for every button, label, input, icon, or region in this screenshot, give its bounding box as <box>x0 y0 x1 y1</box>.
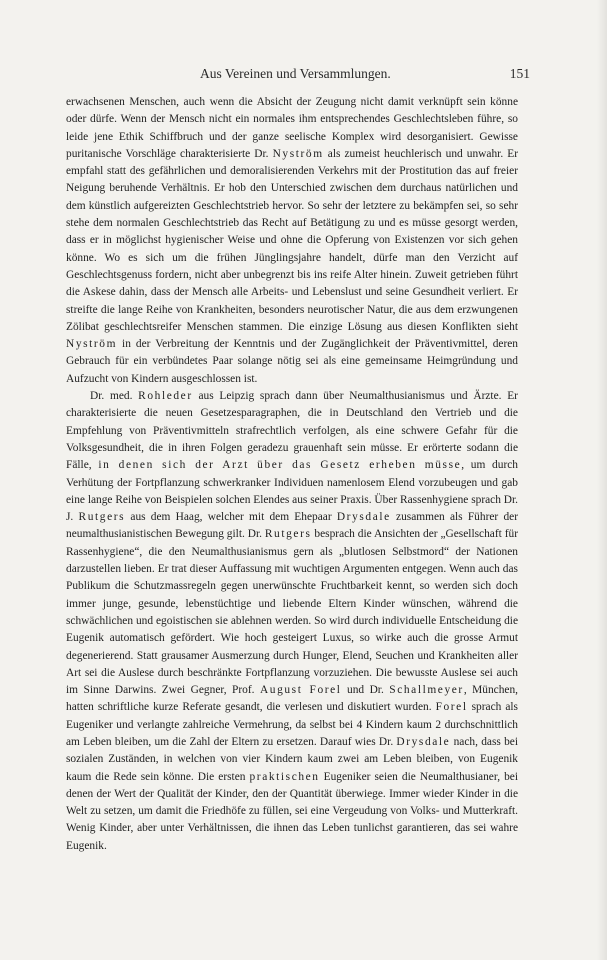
text-segment: sprach als Eugeniker und verlangte zahlreiche Vermehrung, da selbst bei 4 Kindern kaum 2 durchschnittlich am Leben bleiben, um die Zahl der Eltern zu ersetzen. Darauf wies Dr. <box>66 701 518 748</box>
text-segment: besprach die Ansichten der „Gesellschaft für Rassenhygiene“, die den Neumalthusianismus gern als „blutlosen Selbstmord“ der Nationen darzustellen lieben. Er trat dieser Auffassung mit wuchtigen Argumenten entgegen. Wenn auch das Publikum die Schutzmassregeln gegen unerwünschte Fruchtbarkeit kennt, so werden sich doch immer junge, gesunde, lebenstüchtige und liebende Eltern Kinder wünschen, während die schwächlichen und egoistischen sie ablehnen werden. So wird durch individuelle Entscheidung die Eugenik automatisch gefördert. Wie hoch gesteigert Luxus, so wirke auch die grosse Armut degenerierend. Statt grausamer Ausmerzung durch Hunger, Elend, Seuchen und Krankheiten aller Art sei die Auslese durch beschränkte Fortpflanzung vorzuziehen. Die bewusste Auslese sei auch im Sinne Darwins. Zwei Gegner, Prof. <box>66 528 518 697</box>
spaced-emphasis: August Forel <box>259 684 342 697</box>
page-number: 151 <box>509 66 530 81</box>
running-head: Aus Vereinen und Versammlungen. <box>200 66 391 81</box>
spaced-emphasis: Forel <box>435 701 468 714</box>
spaced-emphasis: Nyström <box>66 338 118 351</box>
text-segment: zusammen als Führer der neumalthusianistischen Bewegung gilt. Dr. <box>66 511 518 541</box>
page-edge-shadow <box>597 0 607 960</box>
spaced-emphasis: Schallmeyer <box>389 684 464 697</box>
spaced-emphasis: Nyström <box>272 147 324 160</box>
spaced-emphasis: Rutgers <box>264 528 312 541</box>
text-segment: aus dem Haag, welcher mit dem Ehepaar <box>125 511 337 524</box>
text-segment: , um durch Verhütung der Fortpflanzung schwerkranker Individuen namenlosem Elend vorzubeugen und gab eine lange Reihe von Beispielen solchen Elendes aus seiner Praxis. Über Rassenhygiene sprach Dr. J. <box>66 459 519 524</box>
text-segment: nach, dass bei sozialen Zuständen, in welchen von vier Kindern kaum zwei am Leben bleiben, von Eugenik kaum die Rede sein könne. Die ersten <box>66 735 518 783</box>
spaced-emphasis: praktischen <box>249 770 320 783</box>
text-segment: und Dr. <box>341 684 390 697</box>
page-header <box>60 66 530 82</box>
text-segment: aus Leipzig sprach dann über Neumalthusianismus und Ärzte. Er charakterisierte die neuen Gesetzesparagraphen, die in Deutschland den Vertrieb und die Empfehlung von Präventivmitteln strafrechtlich verfolgen, als eine schwere Gefahr für die Volksgesundheit, die in ihren Folgen geradezu grauenhaft sein müsse. Er erörterte sodann die Fälle, <box>66 390 518 472</box>
spaced-emphasis: Rutgers <box>78 511 126 524</box>
paragraph <box>66 388 518 855</box>
text-segment: in der Verbreitung der Kenntnis und der Zugänglichkeit der Präventivmittel, deren Gebrauch für ein verbündetes Paar solange nötig sei als eine gemeinsame Heimgründung und Aufzucht von Kindern ausgeschlossen ist. <box>66 338 518 385</box>
spaced-emphasis: Drysdale <box>396 735 451 748</box>
text-segment: als zumeist heuchlerisch und unwahr. Er empfahl statt des gefährlichen und demoralisierenden Verkehrs mit der Prostitution das auf freier Neigung beruhende Verhältnis. Er hob den Unterschied zwischen dem durchaus natürlichen und dem künstlich aufgereizten Geschlechtstrieb hervor. So sehr der letztere zu bekämpfen sei, so sehr stehe dem normalen Geschlechtstrieb das Recht auf Betätigung zu und es müsse gesorgt werden, dass er in möglichst hygienischer Weise und ohne die Opferung von Existenzen vor sich gehen könne. Wo es sich um die frühen Jünglingsjahre handelt, dürfe man den Verzicht auf Geschlechtsgenuss fordern, nicht aber unbegrenzt bis ins reife Alter hinein. Zuweit getrieben führt die Askese dahin, dass der Mensch alle Arbeits- und Lebenslust und seine Gesundheit verliert. Er streifte die lange Reihe von Krankheiten, besonders neurotischer Natur, die aus dem erzwungenen Zölibat geschlechtsreifer Menschen stammen. Die einzige Lösung aus diesen Konflikten sieht <box>66 147 519 333</box>
spaced-emphasis: in denen sich der Arzt über das Gesetz erheben müsse <box>98 459 462 472</box>
paragraph <box>66 94 518 388</box>
spaced-emphasis: Drysdale <box>336 511 391 524</box>
text-segment: Eugeniker seien die Neumalthusianer, bei denen der Wert der Qualität der Kinder, den der Quantität überwiege. Immer wieder Kinder in die Welt zu setzen, um damit die Friedhöfe zu füllen, sei eine Vergeudung von Volks- und Mutterkraft. Wenig Kinder, aber unter Verhältnissen, die ihnen das Leben tunlichst garantieren, das sei wahre Eugenik. <box>66 770 518 852</box>
text-segment: Dr. med. <box>90 390 139 403</box>
text-segment: , München, hatten schriftliche kurze Referate gesandt, die verlesen und diskutiert wurden. <box>66 684 518 714</box>
text-segment: erwachsenen Menschen, auch wenn die Absicht der Zeugung nicht damit verknüpft sein könne oder dürfe. Wenn der Mensch nicht ein normales ihm entsprechendes Geschlechtsleben führe, so leide jene Ethik Schiffbruch und der ganze seelische Komplex wird desorganisiert. Gewisse puritanische Vorschläge charakterisierte Dr. <box>66 96 518 160</box>
body-text <box>66 94 518 855</box>
spaced-emphasis: Rohleder <box>138 390 193 403</box>
